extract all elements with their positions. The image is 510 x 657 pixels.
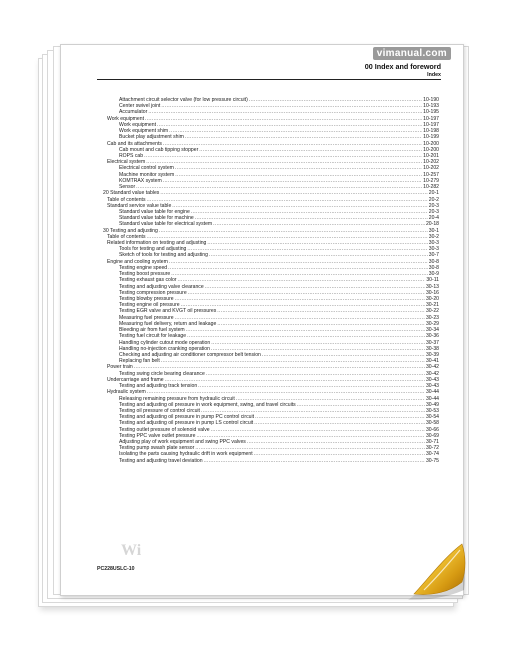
toc-entry-title: Cab and its attachments (107, 140, 162, 147)
toc-entry-page: 30-49 (425, 401, 439, 408)
toc-entry-page: 10-257 (423, 171, 439, 178)
toc-entry-title: Testing and adjusting track tension (119, 383, 198, 390)
toc-entry-page: 30-8 (428, 264, 439, 271)
toc-entry-title: Testing blowby pressure (119, 296, 174, 302)
toc-entry-page: 10-201 (423, 152, 439, 159)
toc-entry-page: 10-198 (423, 128, 439, 135)
toc-entry-page: 30-72 (425, 445, 439, 452)
toc-entry-page: 30-42 (425, 370, 439, 377)
toc-entry-page: 30-20 (425, 296, 439, 302)
toc-entry-title: Work equipment shim (119, 128, 169, 135)
toc-entry-title: Related information on testing and adjusting (107, 240, 207, 247)
toc-entry-page: 30-22 (425, 308, 439, 315)
toc-entry-title: Testing exhaust gas color (119, 277, 177, 284)
toc-entry-page: 30-38 (425, 345, 439, 352)
toc-entry-page: 20-1 (428, 190, 439, 197)
toc-entry-page: 10-193 (423, 103, 439, 110)
toc-entry-title: Testing engine speed (119, 264, 168, 271)
toc-entry-title: Testing boost pressure (119, 271, 171, 278)
toc-entry-page: 30-36 (425, 333, 439, 340)
section-subtitle: Index (427, 72, 441, 78)
toc-entry-page: 10-197 (423, 121, 439, 128)
toc-entry-page: 30-69 (425, 432, 439, 439)
toc-entry-page: 10-279 (423, 177, 439, 184)
toc-entry-title: Handling no-injection cranking operation (119, 345, 210, 352)
toc-entry-title: Electrical system (107, 159, 146, 166)
toc-entry-page: 10-197 (423, 115, 439, 122)
toc-entry-page: 30-66 (425, 426, 439, 433)
toc-entry-page: 30-39 (425, 351, 439, 358)
toc-entry-page: 30-16 (425, 289, 439, 296)
toc-entry-title: Bleeding air from fuel system (119, 327, 185, 334)
toc-entry-title: Handling cylinder cutout mode operation (119, 339, 211, 346)
toc-entry-title: Sensor (119, 184, 136, 191)
toc-entry-page: 30-43 (425, 383, 439, 390)
toc-leader-dots (204, 458, 425, 464)
toc-entry-title: Testing PPC valve outlet pressure (119, 432, 196, 439)
toc-entry-title: Isolating the parts causing hydraulic drift in work equipment (119, 451, 253, 458)
toc-entry-title: Work equipment (107, 115, 144, 122)
logo-watermark: Wi (121, 542, 142, 559)
toc-entry-page: 30-74 (425, 451, 439, 458)
toc-entry-title: Table of contents (107, 196, 146, 203)
toc-entry-title: Measuring fuel delivery, return and leakage (119, 320, 217, 327)
toc-entry-page: 30-13 (425, 283, 439, 290)
toc-entry-page: 10-200 (423, 146, 439, 153)
toc-entry-title: Testing swing circle bearing clearance (119, 370, 205, 377)
toc-entry-page: 30-54 (425, 414, 439, 421)
toc-entry-page: 10-282 (423, 184, 439, 191)
toc-entry-title: Table of contents (107, 233, 146, 240)
toc-entry-page: 10-199 (423, 134, 439, 141)
toc-entry-page: 30-2 (428, 233, 439, 240)
watermark-badge: vimanual.com (373, 47, 451, 60)
toc-entry-page: 30-42 (425, 364, 439, 371)
toc-entry-title: Power train (107, 364, 133, 371)
toc-entry-page: 30-23 (425, 314, 439, 321)
toc-entry-title: Testing outlet pressure of solenoid valve (119, 426, 210, 433)
page-curl-icon (406, 538, 468, 604)
toc-entry-page: 30-1 (428, 227, 439, 234)
toc-entry-page: 30-7 (428, 252, 439, 259)
toc-entry-page: 30-58 (425, 420, 439, 427)
toc-entry-page: 10-200 (423, 140, 439, 147)
toc-entry-title: Hydraulic system (107, 389, 146, 396)
document-page (60, 44, 464, 596)
toc-entry-title: Adjusting play of work equipment and swing PPC valves (119, 439, 246, 446)
toc-entry-page: 30-41 (425, 358, 439, 365)
toc-entry-page: 30-53 (425, 407, 439, 414)
toc-entry-title: Electrical control system (119, 165, 174, 172)
toc-entry-page: 30-29 (425, 320, 439, 327)
toc-entry-title: Testing pump swash plate sensor (119, 445, 195, 452)
toc-entry-title: Work equipment (119, 121, 156, 128)
toc-entry-title: Testing fuel circuit for leakage (119, 333, 187, 340)
toc-entry-page: 20-2 (428, 196, 439, 203)
toc-entry-page: 10-190 (423, 97, 439, 103)
toc-entry-title: Undercarriage and frame (107, 376, 164, 383)
toc-entry-title: Standard service value table (107, 202, 172, 209)
toc-entry-title: Standard value table for electrical system (119, 221, 213, 228)
toc-entry-page: 10-195 (423, 109, 439, 116)
toc-entry-page: 30-34 (425, 327, 439, 334)
toc-entry-title: Testing and adjusting valve clearance (119, 283, 204, 290)
toc-entry-page: 30-9 (428, 271, 439, 278)
toc-entry-title: Tools for testing and adjusting (119, 246, 187, 253)
toc-entry-title: Cab mount and cab tipping stopper (119, 146, 199, 153)
toc-entry-title: Testing and adjusting oil pressure in pump LS control circuit (119, 420, 254, 427)
toc-entry-title: Testing and adjusting oil pressure in pump PC control circuit (119, 414, 255, 421)
toc-entry-title: 30 Testing and adjusting (103, 227, 158, 234)
toc-entry-page: 10-202 (423, 165, 439, 172)
toc-entry-title: Center swivel joint (119, 103, 161, 110)
toc-entry-title: ROPS cab (119, 152, 144, 159)
toc-entry-title: Bucket play adjustment shim (119, 134, 184, 141)
section-title: 00 Index and foreword (364, 62, 441, 71)
toc-entry-page: 30-3 (428, 240, 439, 247)
header-rule (97, 79, 441, 80)
toc-entry-title: Testing and adjusting oil pressure in work equipment, swing, and travel circuits (119, 401, 296, 408)
toc-entry (103, 458, 439, 464)
toc-entry-page: 30-8 (428, 258, 439, 265)
toc-entry-title: Standard value table for engine (119, 208, 190, 215)
toc-entry-title: KOMTRAX system (119, 177, 162, 184)
toc-entry-title: Testing engine oil pressure (119, 302, 180, 309)
toc-entry-page: 30-44 (425, 389, 439, 396)
toc-entry-title: Engine and cooling system (107, 258, 168, 265)
toc-entry-page: 20-4 (428, 215, 439, 222)
toc-entry-page: 30-44 (425, 395, 439, 402)
toc-entry-title: Releasing remaining pressure from hydraulic circuit (119, 395, 235, 402)
toc-entry-title: Standard value table for machine (119, 215, 194, 222)
toc-entry-title: Machine monitor system (119, 171, 175, 178)
toc-entry-title: Checking and adjusting air conditioner compressor belt tension (119, 351, 261, 358)
toc-entry-page: 30-3 (428, 246, 439, 253)
toc-entry-title: Attachment circuit selector valve (for low pressure circuit) (119, 97, 248, 103)
toc-entry-page: 30-11 (426, 277, 439, 284)
toc-entry-page: 20-3 (428, 202, 439, 209)
toc-entry-title: Replacing fan belt (119, 358, 160, 365)
toc-entry-page: 30-71 (425, 439, 439, 446)
toc-entry-title: Measuring fuel pressure (119, 314, 174, 321)
toc-entry-title: Sketch of tools for testing and adjusting (119, 252, 208, 259)
toc-entry-page: 30-21 (425, 302, 439, 309)
table-of-contents (103, 97, 439, 464)
toc-entry-title: Testing compression pressure (119, 289, 187, 296)
toc-entry-page: 30-37 (425, 339, 439, 346)
toc-entry-page: 10-202 (423, 159, 439, 166)
toc-entry-title: Accumulator (119, 109, 148, 116)
toc-entry-title: Testing EGR valve and KVGT oil pressures (119, 308, 217, 315)
toc-entry-title: Testing and adjusting travel deviation (119, 457, 203, 464)
toc-entry-title: 20 Standard value tables (103, 190, 160, 197)
model-code: PC228USLC-10 (97, 566, 135, 572)
toc-entry-page: 20-18 (425, 221, 439, 228)
toc-entry-page: 30-43 (425, 376, 439, 383)
toc-entry-page: 30-75 (425, 457, 439, 464)
toc-entry-page: 20-3 (428, 208, 439, 215)
toc-entry-title: Testing oil pressure of control circuit (119, 407, 200, 414)
